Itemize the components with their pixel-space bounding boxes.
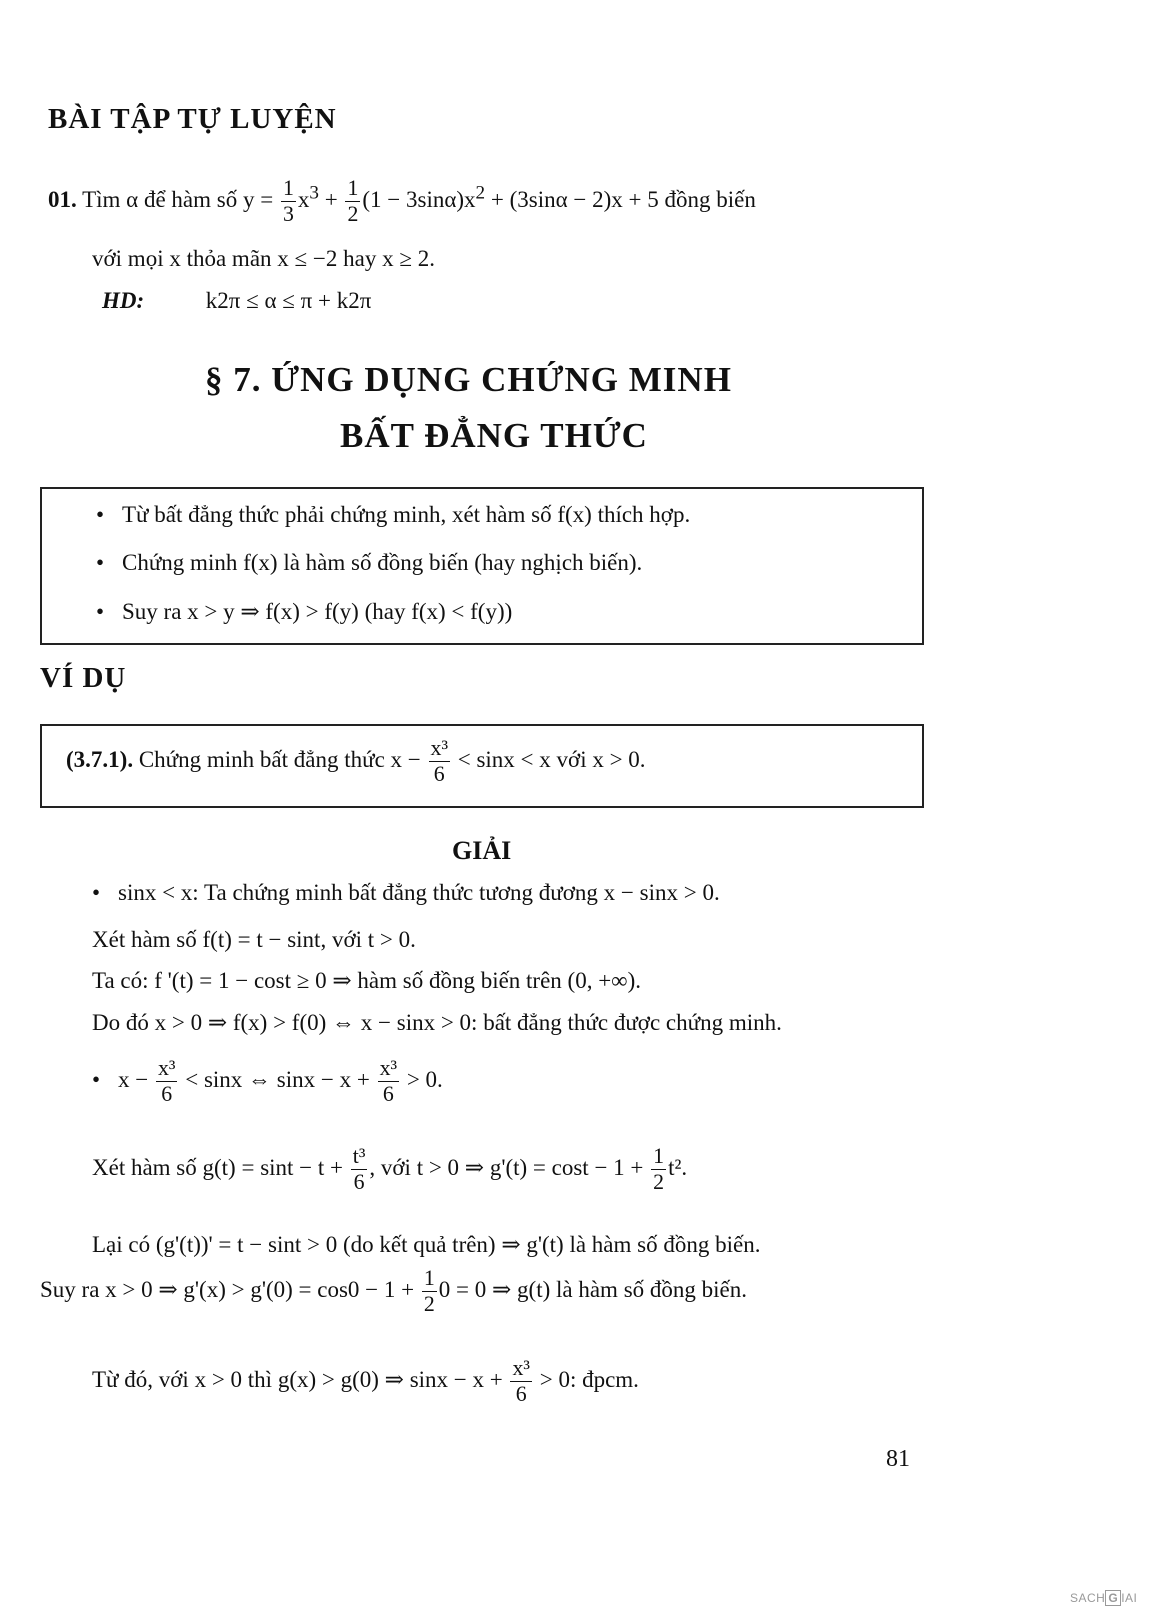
example-label: (3.7.1). [66,747,134,773]
fraction-numerator: x³ [512,1356,530,1380]
fraction [345,178,360,226]
fraction-numerator: 1 [653,1144,665,1168]
method-bullet-1 [96,502,690,528]
fraction-numerator: 1 [347,176,359,200]
section-title-line2: BẤT ĐẲNG THỨC [340,416,648,455]
solution-line-1 [92,880,720,906]
method-bullet-3 [96,599,512,625]
solution-text: Suy ra x > 0 ⇒ g'(x) > g'(0) = cos0 − 1 + [40,1277,415,1303]
example-heading: VÍ DỤ [40,662,127,694]
solution-line-2: Xét hàm số f(t) = t − sint, với t > 0. [92,927,416,952]
solution-text: sinx < x: Ta chứng minh bất đẳng thức tương đương x − sinx > 0. [118,880,720,905]
example-text: Chứng minh bất đẳng thức x − [138,747,421,773]
exercise-term: + (3sinα − 2)x + 5 đồng biến [490,187,756,213]
page-number: 81 [886,1446,910,1472]
exercise-term: x [297,187,310,213]
hint-text: k2π ≤ α ≤ π + k2π [205,288,372,313]
exercises-heading: BÀI TẬP TỰ LUYỆN [48,103,337,135]
bullet-icon: • [92,1067,101,1093]
solution-text: > 0: đpcm. [539,1367,639,1393]
fraction-numerator: x³ [157,1056,176,1080]
plus-sign: + [324,187,338,213]
watermark-text: IAI [1121,1591,1138,1605]
solution-text: 0 = 0 ⇒ g(t) là hàm số đồng biến. [438,1277,747,1303]
fraction-denominator: 6 [433,761,445,786]
solution-text: t². [668,1155,688,1181]
solution-text: Từ đó, với x > 0 thì g(x) > g(0) ⇒ sinx − x + [92,1367,503,1393]
exercise-01-line2: với mọi x thỏa mãn x ≤ −2 hay x ≥ 2. [92,246,435,271]
bullet-icon: • [96,550,105,575]
solution-line-5 [92,1058,443,1106]
solution-heading: GIẢI [452,836,512,865]
solution-text: < sinx ⇔ sinx − x + [185,1067,370,1093]
hint-label: HD: [102,288,145,313]
hint-line [102,288,371,314]
watermark-icon: G [1105,1590,1121,1606]
watermark-text: SACH [1070,1591,1106,1605]
fraction [429,738,450,786]
solution-line-9 [92,1358,639,1406]
method-text: Chứng minh f(x) là hàm số đồng biến (hay nghịch biến). [122,550,643,575]
fraction-denominator: 6 [382,1081,394,1106]
bullet-icon: • [96,502,105,527]
solution-line-8 [40,1268,747,1316]
exercise-term: (1 − 3sinα)x [362,187,476,213]
method-text: Từ bất đẳng thức phải chứng minh, xét hàm số f(x) thích hợp. [122,502,691,527]
watermark-logo [1070,1590,1137,1606]
fraction-denominator: 2 [347,201,359,226]
fraction [510,1358,531,1406]
solution-text: x − [118,1067,149,1093]
solution-line-3: Ta có: f '(t) = 1 − cost ≥ 0 ⇒ hàm số đồng biến trên (0, +∞). [92,968,641,993]
section-title-line1: § 7. ỨNG DỤNG CHỨNG MINH [205,360,732,399]
solution-line-6 [92,1146,687,1194]
bullet-icon: • [96,599,105,624]
fraction-numerator: 1 [282,176,294,200]
solution-line-4: Do đó x > 0 ⇒ f(x) > f(0) ⇔ x − sinx > 0: bất đẳng thức được chứng minh. [92,1010,782,1035]
fraction-numerator: x³ [379,1056,398,1080]
fraction-numerator: x³ [430,736,448,760]
fraction-denominator: 6 [353,1169,365,1194]
example-statement [66,738,646,786]
fraction-numerator: 1 [423,1266,435,1290]
fraction [156,1058,177,1106]
method-bullet-2 [96,550,642,576]
fraction-denominator: 3 [282,201,294,226]
fraction [281,178,296,226]
exponent: 2 [475,182,486,204]
example-text: < sinx < x với x > 0. [457,747,646,773]
solution-text: > 0. [406,1067,443,1093]
exercise-number: 01. [48,187,77,213]
fraction [378,1058,399,1106]
solution-text: Xét hàm số g(t) = sint − t + [92,1155,344,1181]
exponent: 3 [309,182,319,204]
solution-line-7: Lại có (g'(t))' = t − sint > 0 (do kết quả trên) ⇒ g'(t) là hàm số đồng biến. [92,1232,761,1257]
bullet-icon: • [92,880,101,905]
fraction [651,1146,666,1194]
fraction [422,1268,437,1316]
solution-text: , với t > 0 ⇒ g'(t) = cost − 1 + [369,1155,644,1181]
fraction-numerator: t³ [352,1144,366,1168]
exercise-text: Tìm α để hàm số y = [82,187,274,213]
exercise-01-line1 [48,178,756,226]
method-text: Suy ra x > y ⇒ f(x) > f(y) (hay f(x) < f(y)) [122,599,513,624]
fraction-denominator: 2 [653,1169,665,1194]
fraction-denominator: 2 [423,1291,435,1316]
fraction-denominator: 6 [515,1381,527,1406]
fraction-denominator: 6 [161,1081,173,1106]
fraction [351,1146,368,1194]
